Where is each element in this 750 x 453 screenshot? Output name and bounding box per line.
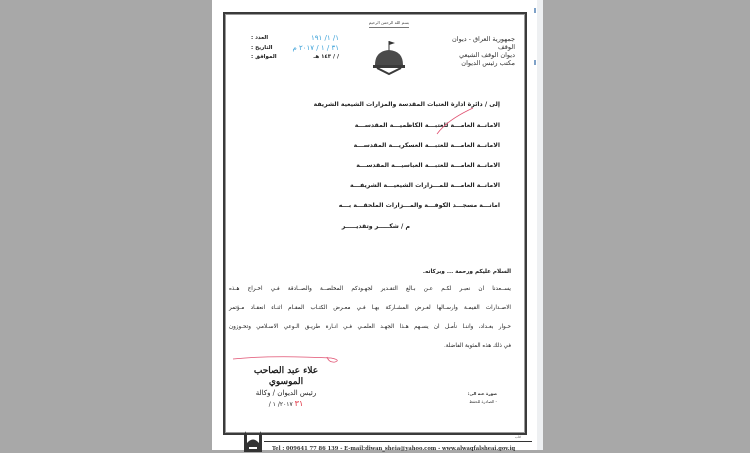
- body-line: في ذلك هذه المثوبة الفاضلة.: [444, 343, 511, 349]
- ref-number-row: [251, 34, 339, 44]
- letter-border: [223, 12, 527, 452]
- pen-underline-icon: [231, 353, 341, 365]
- org-line: مكتب رئيس الديوان: [461, 59, 515, 67]
- page-edge: [537, 0, 543, 450]
- org-line: جمهورية العراق - ديوان الوقف: [452, 35, 515, 51]
- subject-line: م / شكـــــر وتقديـــــر: [341, 223, 410, 230]
- pen-mark-icon: [435, 106, 475, 136]
- addressee-line: الامانــة العامـــة للعتبـــة الكاظميـــة المقدســـة: [354, 122, 500, 129]
- signature-block: [241, 366, 331, 410]
- ref-number-label: العدد :: [251, 35, 269, 41]
- ref-date-value: ٣١ / ١ / ٢٠١٧ م: [292, 43, 339, 52]
- signature-date: [241, 399, 331, 410]
- cc-label: صورة عنه الى:: [467, 391, 497, 396]
- addressee-line: الامانــة العامـــة للمـــزارات الشيعيـــة الشريفـــة: [349, 182, 500, 189]
- addressee-line: الامانــة العامـــة للعتبـــة العسكريـــة المقدســـة: [353, 142, 500, 149]
- addressee-line: إلى / دائرة ادارة العتبات المقدسة والمزارات الشيعية الشريفة: [313, 101, 500, 108]
- ref-date-label: التاريخ :: [251, 44, 273, 51]
- letter-page: [212, 0, 537, 450]
- cc-item: - الصادرة للحفظ: [469, 399, 497, 404]
- salutation: السلام عليكم ورحمة ... وبركاته.: [422, 269, 511, 275]
- footer-contact: Tel : 009641 77 86 139 - E-mail:diwan_sheia@yahoo.com - www.alwaqfalsheai.gov.iq: [272, 446, 516, 452]
- dome-logo-icon: [369, 39, 409, 77]
- scan-mark: [534, 60, 536, 65]
- scan-mark: [534, 8, 536, 13]
- ref-hijri-row: [251, 53, 339, 63]
- body-line: الاصـدارات القيمـة وارسـالها لغـرض المشـاركة بهـا فـي معـرض الكتـاب المقـام اثنـاء انعقـاد مـؤتمر: [229, 305, 511, 311]
- ref-date-row: [251, 44, 339, 54]
- signature-date-handwritten: ٣١: [294, 399, 304, 408]
- cc-block: [437, 390, 497, 406]
- signatory-title: رئيس الديوان / وكالة: [255, 389, 317, 397]
- addressee-line: امانـــة مسجـــد الكوفـــة والمـــزارات الملحقـــة بـــه: [338, 202, 500, 209]
- signatory-name: علاء عبد الصاحب الموسوي: [253, 366, 319, 387]
- addressee-line: الامانــة العامـــة للعتبـــة العباسيـــة المقدســـة: [356, 162, 500, 169]
- ref-number-value: ١/ ١/ ١٩١: [311, 34, 339, 42]
- reference-block: [251, 34, 339, 63]
- footer-divider: [264, 441, 532, 442]
- signature-date-printed: ٢٠١٧/ ١ /: [268, 401, 293, 408]
- ref-hijri-value: / / ١٤٣ هـ: [313, 54, 339, 60]
- body-line: حـوار بغـداد، واننـا نأمـل ان يسـهم هـذا الجهـد العلمـي فـي انـارة طريـق الـوعي الاسـلامي وتحـوزون: [229, 324, 511, 330]
- basmala: بسم الله الرحمن الرحيم: [369, 20, 409, 28]
- ref-hijri-label: الموافق :: [251, 54, 277, 60]
- footer-small-label: كتاب: [515, 435, 522, 439]
- organization-header: [435, 35, 515, 67]
- org-line: ديوان الوقف الشيعي: [459, 51, 515, 59]
- body-line: يســعدنا ان نعبـر لكـم عـن بـالغ التقـدير لجهـودكم المخلصــة والصــادقة فـي اخـراج هـذه: [229, 286, 511, 292]
